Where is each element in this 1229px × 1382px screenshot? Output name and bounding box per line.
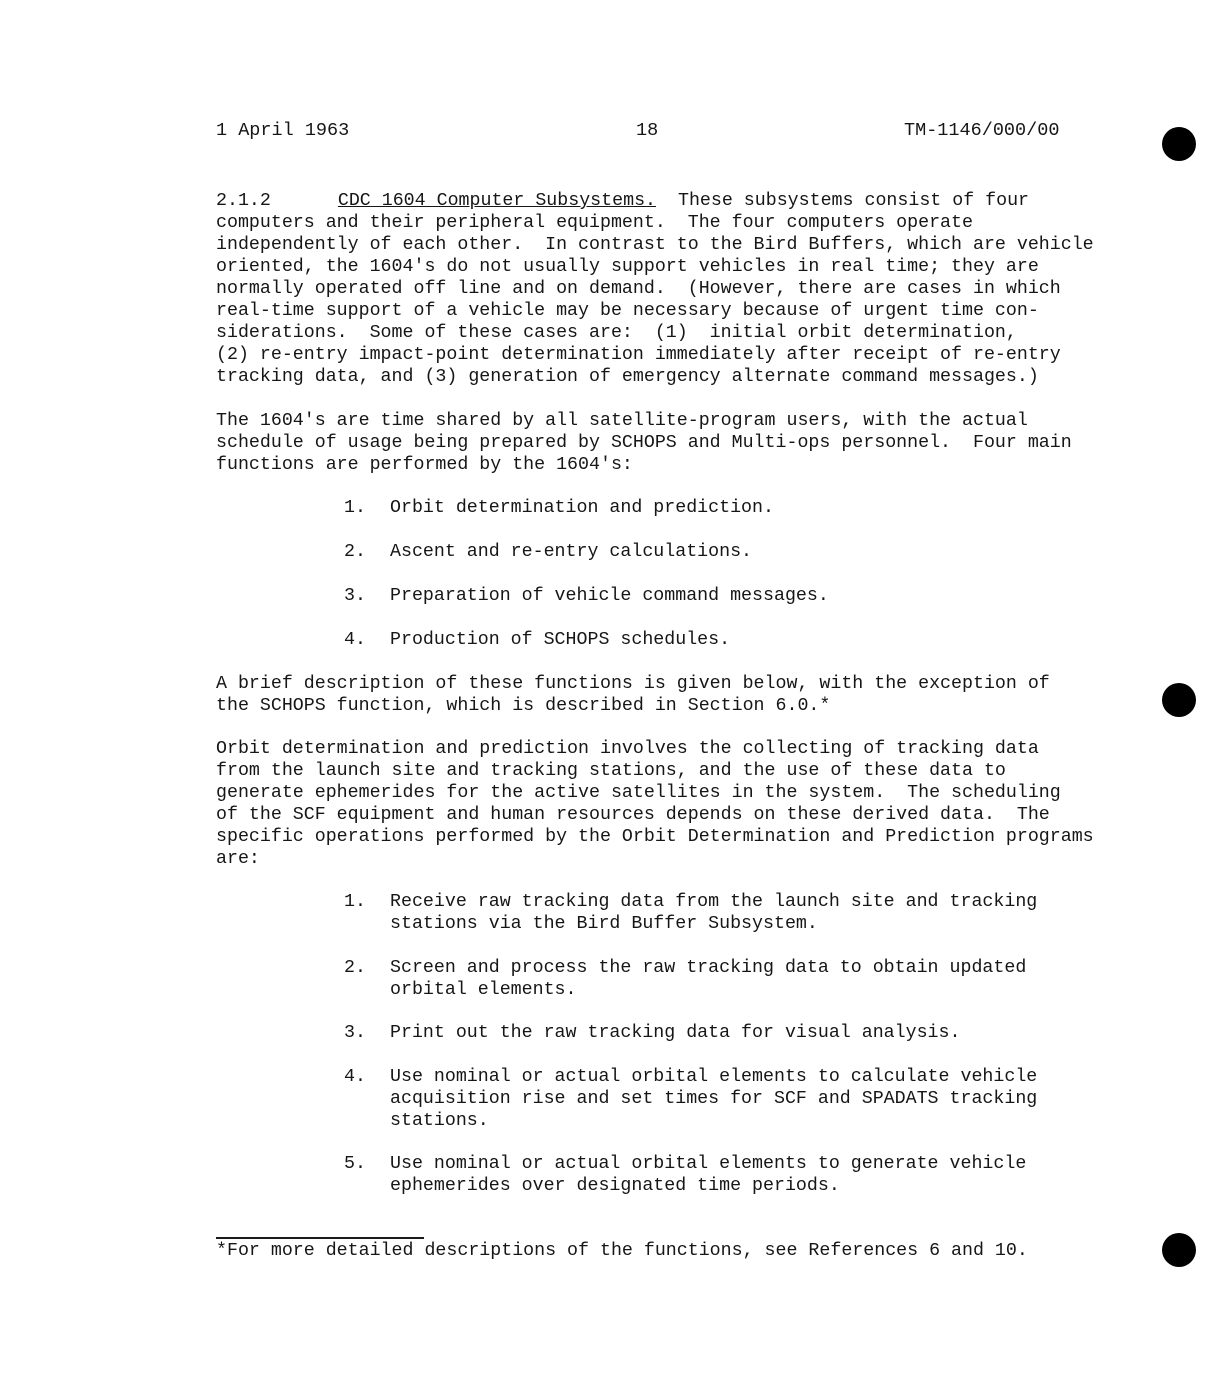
list-item-line: Use nominal or actual orbital elements to calculate vehicle <box>390 1067 1038 1087</box>
list-item-text <box>390 1022 960 1044</box>
list-item-text <box>390 957 1026 1001</box>
punch-hole-middle <box>1162 683 1196 717</box>
header-doc-id: TM-1146/000/00 <box>904 120 1060 141</box>
punch-hole-bottom <box>1162 1233 1196 1267</box>
list-item-number: 5. <box>344 1154 366 1174</box>
list-item-text: Orbit determination and prediction. <box>390 498 774 518</box>
section-number: 2.1.2 <box>216 191 271 211</box>
list-item-text: Ascent and re-entry calculations. <box>390 542 753 562</box>
paragraph-line: are: <box>216 849 260 869</box>
list-item-text <box>390 1066 1037 1132</box>
paragraph-line: independently of each other. In contrast to the Bird Buffers, which are vehicle <box>216 235 1094 255</box>
list-item-line: stations via the Bird Buffer Subsystem. <box>390 914 818 934</box>
paragraph-line: normally operated off line and on demand. (However, there are cases in which <box>216 279 1061 299</box>
paragraph-line: from the launch site and tracking stations, and the use of these data to <box>216 761 1006 781</box>
section-2-1-2 <box>216 190 1116 388</box>
footnote-rule <box>216 1237 424 1239</box>
section-title: CDC 1604 Computer Subsystems. <box>337 191 657 211</box>
paragraph-line: These subsystems consist of four <box>677 191 1030 211</box>
paragraph-line: real-time support of a vehicle may be necessary because of urgent time con- <box>216 301 1039 321</box>
list-item-line: orbital elements. <box>390 980 577 1000</box>
list-item-text: Preparation of vehicle command messages. <box>390 586 829 606</box>
list-item-line: stations. <box>390 1111 489 1131</box>
paragraph-line: A brief description of these functions is given below, with the exception of <box>216 674 1050 694</box>
paragraph-time-shared <box>216 410 1116 476</box>
list-item-line: Use nominal or actual orbital elements to generate vehicle <box>390 1154 1027 1174</box>
paragraph-orbit-determination <box>216 738 1116 870</box>
list-item-line: Print out the raw tracking data for visual analysis. <box>390 1023 961 1043</box>
paragraph-line: oriented, the 1604's do not usually support vehicles in real time; they are <box>216 257 1039 277</box>
list-item-text <box>390 1153 1026 1197</box>
list-item-line: Screen and process the raw tracking data to obtain updated <box>390 958 1027 978</box>
list-item-number: 4. <box>344 1067 366 1087</box>
list-item-line: acquisition rise and set times for SCF and SPADATS tracking <box>390 1089 1038 1109</box>
punch-hole-top <box>1162 127 1196 161</box>
paragraph-brief-description <box>216 673 1116 717</box>
list-item-number: 2. <box>344 542 366 562</box>
list-item-text: Production of SCHOPS schedules. <box>390 630 731 650</box>
list-item-number: 1. <box>344 892 366 912</box>
paragraph-line: tracking data, and (3) generation of emergency alternate command messages.) <box>216 367 1039 387</box>
paragraph-line: specific operations performed by the Orbit Determination and Prediction programs <box>216 827 1094 847</box>
paragraph-line: functions are performed by the 1604's: <box>216 455 633 475</box>
header-date: 1 April 1963 <box>216 120 350 141</box>
paragraph-line: the SCHOPS function, which is described in Section 6.0.* <box>216 696 831 716</box>
list-item-number: 3. <box>344 1023 366 1043</box>
footnote: *For more detailed descriptions of the functions, see References 6 and 10. <box>216 1241 1028 1261</box>
list-item-number: 3. <box>344 586 366 606</box>
list-item-number: 2. <box>344 958 366 978</box>
list-item-line: ephemerides over designated time periods. <box>390 1176 840 1196</box>
paragraph-line: generate ephemerides for the active satellites in the system. The scheduling <box>216 783 1061 803</box>
paragraph-line: schedule of usage being prepared by SCHOPS and Multi-ops personnel. Four main <box>216 433 1072 453</box>
paragraph-line: (2) re-entry impact-point determination immediately after receipt of re-entry <box>216 345 1061 365</box>
paragraph-line: computers and their peripheral equipment. The four computers operate <box>216 213 973 233</box>
list-item-number: 4. <box>344 630 366 650</box>
section-first-line <box>216 190 1116 212</box>
list-item-text <box>390 891 1037 935</box>
list-item-line: Receive raw tracking data from the launch site and tracking <box>390 892 1038 912</box>
header-page-number: 18 <box>636 120 659 141</box>
paragraph-line: of the SCF equipment and human resources depends on these derived data. The <box>216 805 1050 825</box>
paragraph-line: Orbit determination and prediction involves the collecting of tracking data <box>216 739 1039 759</box>
paragraph-line: siderations. Some of these cases are: (1) initial orbit determination, <box>216 323 1017 343</box>
list-item-number: 1. <box>344 498 366 518</box>
paragraph-line: The 1604's are time shared by all satellite-program users, with the actual <box>216 411 1028 431</box>
